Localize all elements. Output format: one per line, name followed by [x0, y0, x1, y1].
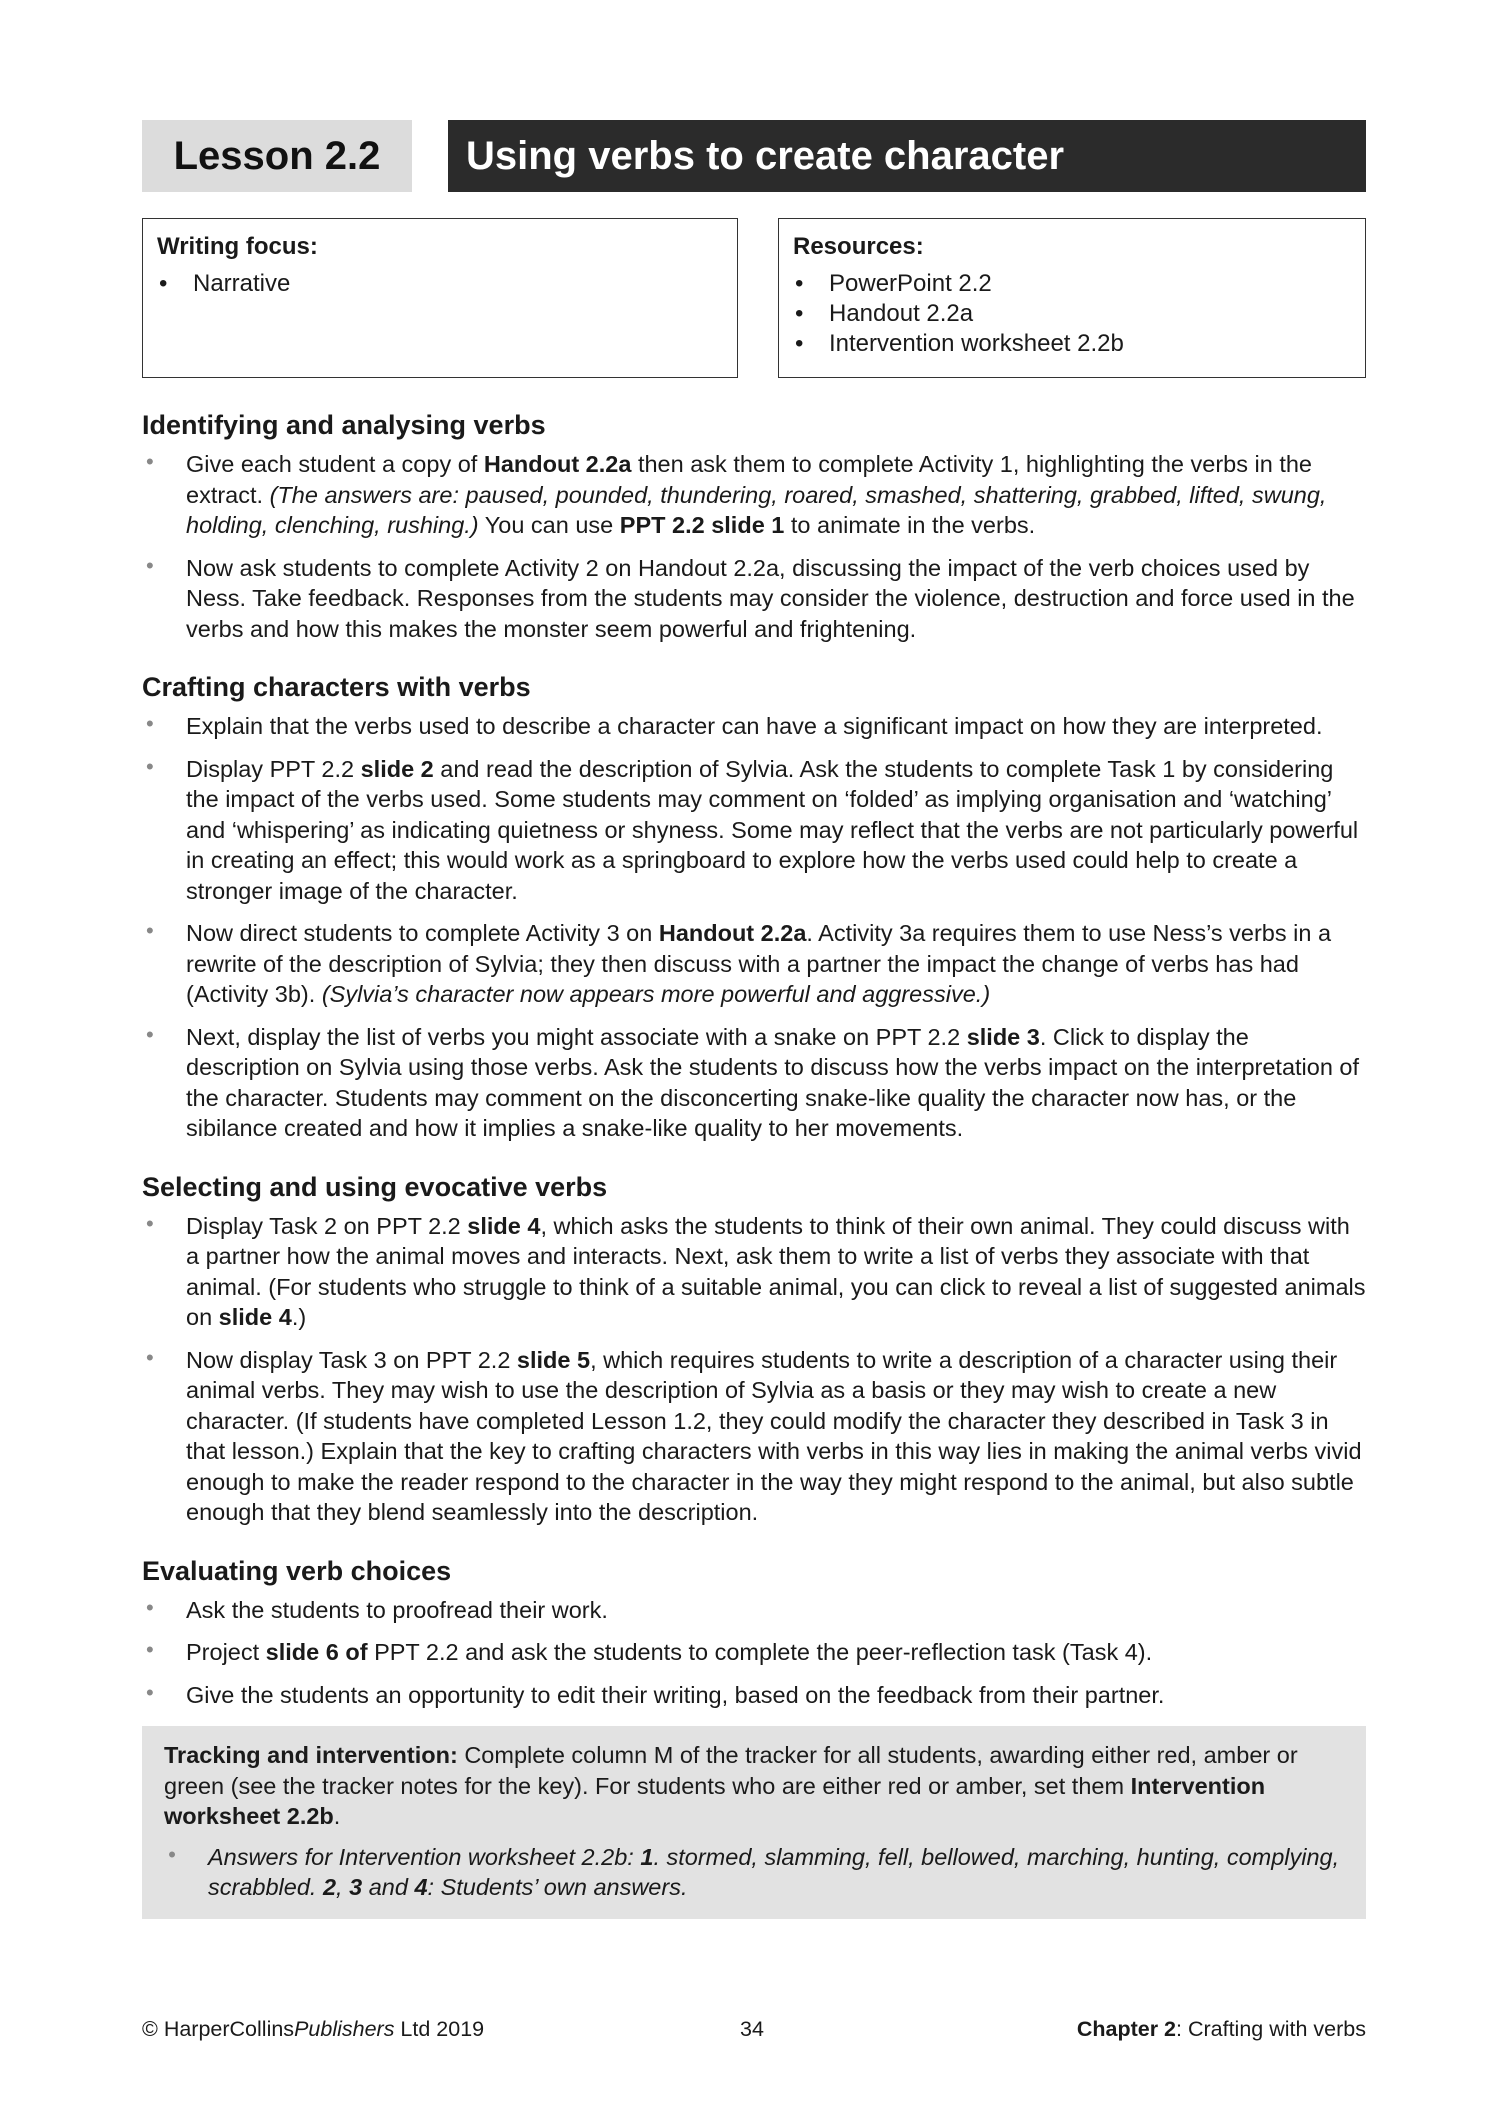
bullet-icon: • — [146, 1594, 154, 1620]
bullet-icon: • — [168, 1841, 176, 1867]
list-item: • Answers for Intervention worksheet 2.2b: 1. stormed, slamming, fell, bellowed, marching, hunting, complying, scrabbled. 2, 3 and 4: Students’ own answers. — [168, 1841, 1340, 1900]
bullet-icon: • — [146, 918, 154, 943]
lesson-label: Lesson 2.2 — [142, 120, 412, 192]
bullet-icon: • — [146, 711, 154, 736]
resources-list — [793, 269, 1351, 359]
section-list-selecting — [142, 1211, 1366, 1528]
bullet-icon: • — [146, 753, 154, 779]
bullet-icon: • — [795, 300, 804, 327]
list-item: • Now direct students to complete Activity 3 on Handout 2.2a. Activity 3a requires them to use Ness’s verbs in a rewrite of the description of Sylvia; they then discuss with a partner the impact the change of verbs has had (Activity 3b). (Sylvia’s character now appears more powerful and aggressive.) — [146, 918, 1332, 1007]
footer-chapter: Chapter 2: Crafting with verbs — [1076, 2017, 1366, 2041]
section-heading-crafting: Crafting characters with verbs — [142, 672, 531, 702]
section-heading-selecting: Selecting and using evocative verbs — [142, 1171, 608, 1202]
footer-page-number: 34 — [740, 2017, 764, 2041]
tracking-text: Tracking and intervention: Complete column M of the tracker for all students, awarding either red, amber or green (see the tracker notes for the key). For students who are either red or amber, set them Intervention worksheet 2.2b. — [164, 1742, 1298, 1829]
list-item: • Display PPT 2.2 slide 2 and read the description of Sylvia. Ask the students to complete Task 1 by considering the impact of the verbs used. Some students may comment on ‘folded’ as implying organisation and ‘watching’ and ‘whispering’ as indicating quietness or shyness. Some may reflect that the verbs are not particularly powerful in creating an effect; this would work as a springboard to explore how the verbs used could help to create a stronger image of the character. — [146, 753, 1359, 904]
section-list-identifying — [142, 449, 1366, 644]
section-heading-evaluating: Evaluating verb choices — [142, 1555, 452, 1586]
writing-focus-list — [157, 269, 723, 299]
lesson-title: Using verbs to create character — [448, 120, 1366, 192]
tracking-intervention-box — [142, 1726, 1366, 1919]
tracking-label: Tracking and intervention: — [164, 1742, 458, 1768]
list-item: • Narrative — [159, 270, 291, 297]
writing-focus-box — [142, 218, 738, 378]
list-item: • Give each student a copy of Handout 2.2a then ask them to complete Activity 1, highlighting the verbs in the extract. (The answers are: paused, pounded, thundering, roared, smashed, shattering, grabbed, lifted, swung, holding, clenching, rushing.) You can use PPT 2.2 slide 1 to animate in the verbs. — [146, 449, 1327, 538]
bullet-icon: • — [146, 1344, 154, 1370]
resources-heading: Resources: — [793, 233, 924, 260]
writing-focus-heading: Writing focus: — [157, 233, 318, 260]
bullet-icon: • — [146, 1021, 154, 1047]
list-item: • Next, display the list of verbs you might associate with a snake on PPT 2.2 slide 3. Click to display the description on Sylvia using those verbs. Ask the students to discuss how the verbs impact on the interpretation of the character. Students may comment on the disconcerting snake-like quality the character now has, or the sibilance created and how it implies a snake-like quality to her movements. — [146, 1021, 1360, 1141]
resources-box — [778, 218, 1366, 378]
footer-copyright: © HarperCollinsPublishers Ltd 2019 — [142, 2017, 485, 2041]
bullet-icon: • — [146, 552, 154, 578]
bullet-icon: • — [146, 1637, 154, 1662]
list-item: • Give the students an opportunity to edit their writing, based on the feedback from their partner. — [146, 1679, 1165, 1708]
list-item: • Project slide 6 of PPT 2.2 and ask the students to complete the peer-reflection task (Task 4). — [146, 1637, 1153, 1665]
list-item: • Now ask students to complete Activity 2 on Handout 2.2a, discussing the impact of the verb choices used by Ness. Take feedback. Responses from the students may consider the violence, destruction and force used in the verbs and how this makes the monster seem powerful and frightening. — [146, 552, 1355, 642]
bullet-icon: • — [146, 1210, 154, 1236]
section-list-crafting — [142, 711, 1366, 1144]
info-row — [142, 218, 1366, 380]
list-item: • Ask the students to proofread their work. — [146, 1594, 608, 1623]
section-heading-identifying: Identifying and analysing verbs — [142, 410, 546, 440]
section-list-evaluating — [142, 1595, 1366, 1711]
bullet-icon: • — [146, 1679, 154, 1705]
bullet-icon: • — [795, 270, 804, 297]
page-footer — [142, 2017, 1366, 2047]
list-item: • Explain that the verbs used to describe a character can have a significant impact on how they are interpreted. — [146, 711, 1323, 739]
list-item: • Handout 2.2a — [795, 300, 974, 327]
lesson-page — [142, 120, 1366, 1919]
list-item: • Now display Task 3 on PPT 2.2 slide 5, which requires students to write a description of a character using their animal verbs. They may wish to use the description of Sylvia as a basis or they may wish to create a new character. (If students have completed Lesson 1.2, they could modify the character they described in Task 3 in that lesson.) Explain that the key to crafting characters with verbs in this way lies in making the animal verbs vivid enough to make the reader respond to the character in the way they might respond to the animal, but also subtle enough that they blend seamlessly into the description. — [146, 1344, 1362, 1525]
list-item: • Intervention worksheet 2.2b — [795, 330, 1124, 357]
lesson-header — [142, 120, 1366, 192]
bullet-icon: • — [159, 270, 168, 297]
bullet-icon: • — [146, 449, 154, 474]
list-item: • Display Task 2 on PPT 2.2 slide 4, which asks the students to think of their own animal. They could discuss with a partner how the animal moves and interacts. Next, ask them to write a list of verbs they associate with that animal. (For students who struggle to think of a suitable animal, you can click to reveal a list of suggested animals on slide 4.) — [146, 1210, 1366, 1330]
bullet-icon: • — [795, 330, 804, 357]
list-item: • PowerPoint 2.2 — [795, 270, 992, 297]
tracking-answers-list — [164, 1842, 1344, 1903]
